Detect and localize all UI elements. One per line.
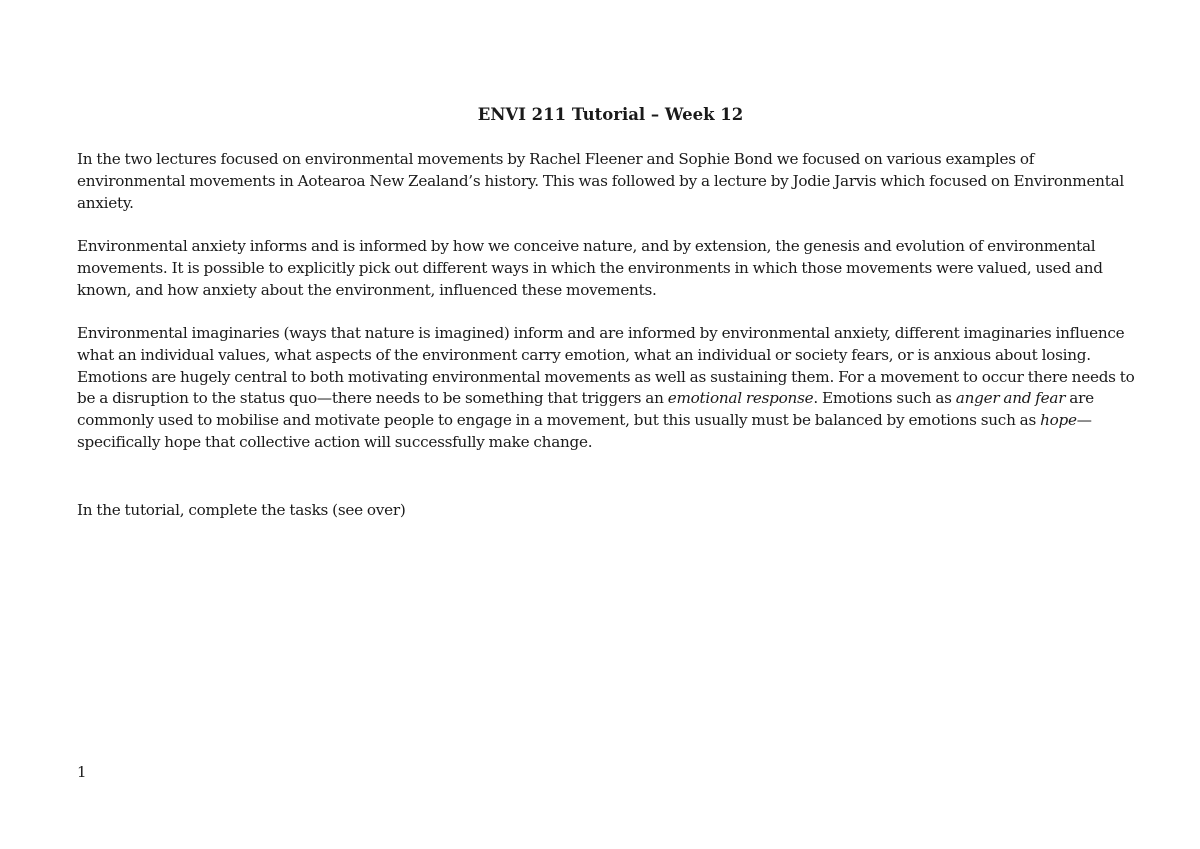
paragraph-text-segment: are commonly used to mobilise and motivate people to engage in a movement, but this usually must be balanced by emotions such as	[77, 389, 1094, 430]
page-number: 1	[77, 763, 87, 781]
paragraph-environmental-anxiety: Environmental anxiety informs and is informed by how we conceive nature, and by extension, the genesis and evolution of environmental movements. It is possible to explicitly pick out different ways in which the environments in which those movements were valued, used and known, and how anxiety about the environment, influenced these movements.	[77, 237, 1103, 299]
paragraph-text-segment: Environmental imaginaries (ways that nature is imagined) inform and are informed by environmental anxiety, different imaginaries influence what an individual values, what aspects of the environment carry emotion, what an individual or society fears, or is anxious about losing. Emotions are hugely central to both motivating environmental movements as well as sustaining them. For a movement to occur there needs to be a disruption to the status quo—there needs to be something that triggers an	[77, 324, 1135, 408]
paragraph-text-segment: —specifically hope that collective action will successfully make change.	[77, 411, 1092, 451]
emphasis-hope: hope	[1040, 411, 1077, 430]
document-title: ENVI 211 Tutorial – Week 12	[477, 105, 744, 124]
paragraph-text-segment: . Emotions such as	[813, 389, 956, 408]
emphasis-emotional-response: emotional response	[667, 389, 814, 408]
paragraph-tutorial-instruction: In the tutorial, complete the tasks (see over)	[77, 501, 406, 519]
paragraph-lectures-intro: In the two lectures focused on environmental movements by Rachel Fleener and Sophie Bond we focused on various examples of environmental movements in Aotearoa New Zealand’s history. This was followed by a lecture by Jodie Jarvis which focused on Environmental anxiety.	[77, 150, 1124, 212]
emphasis-anger-and-fear: anger and fear	[955, 389, 1066, 408]
paragraph-environmental-imaginaries	[77, 323, 1137, 454]
